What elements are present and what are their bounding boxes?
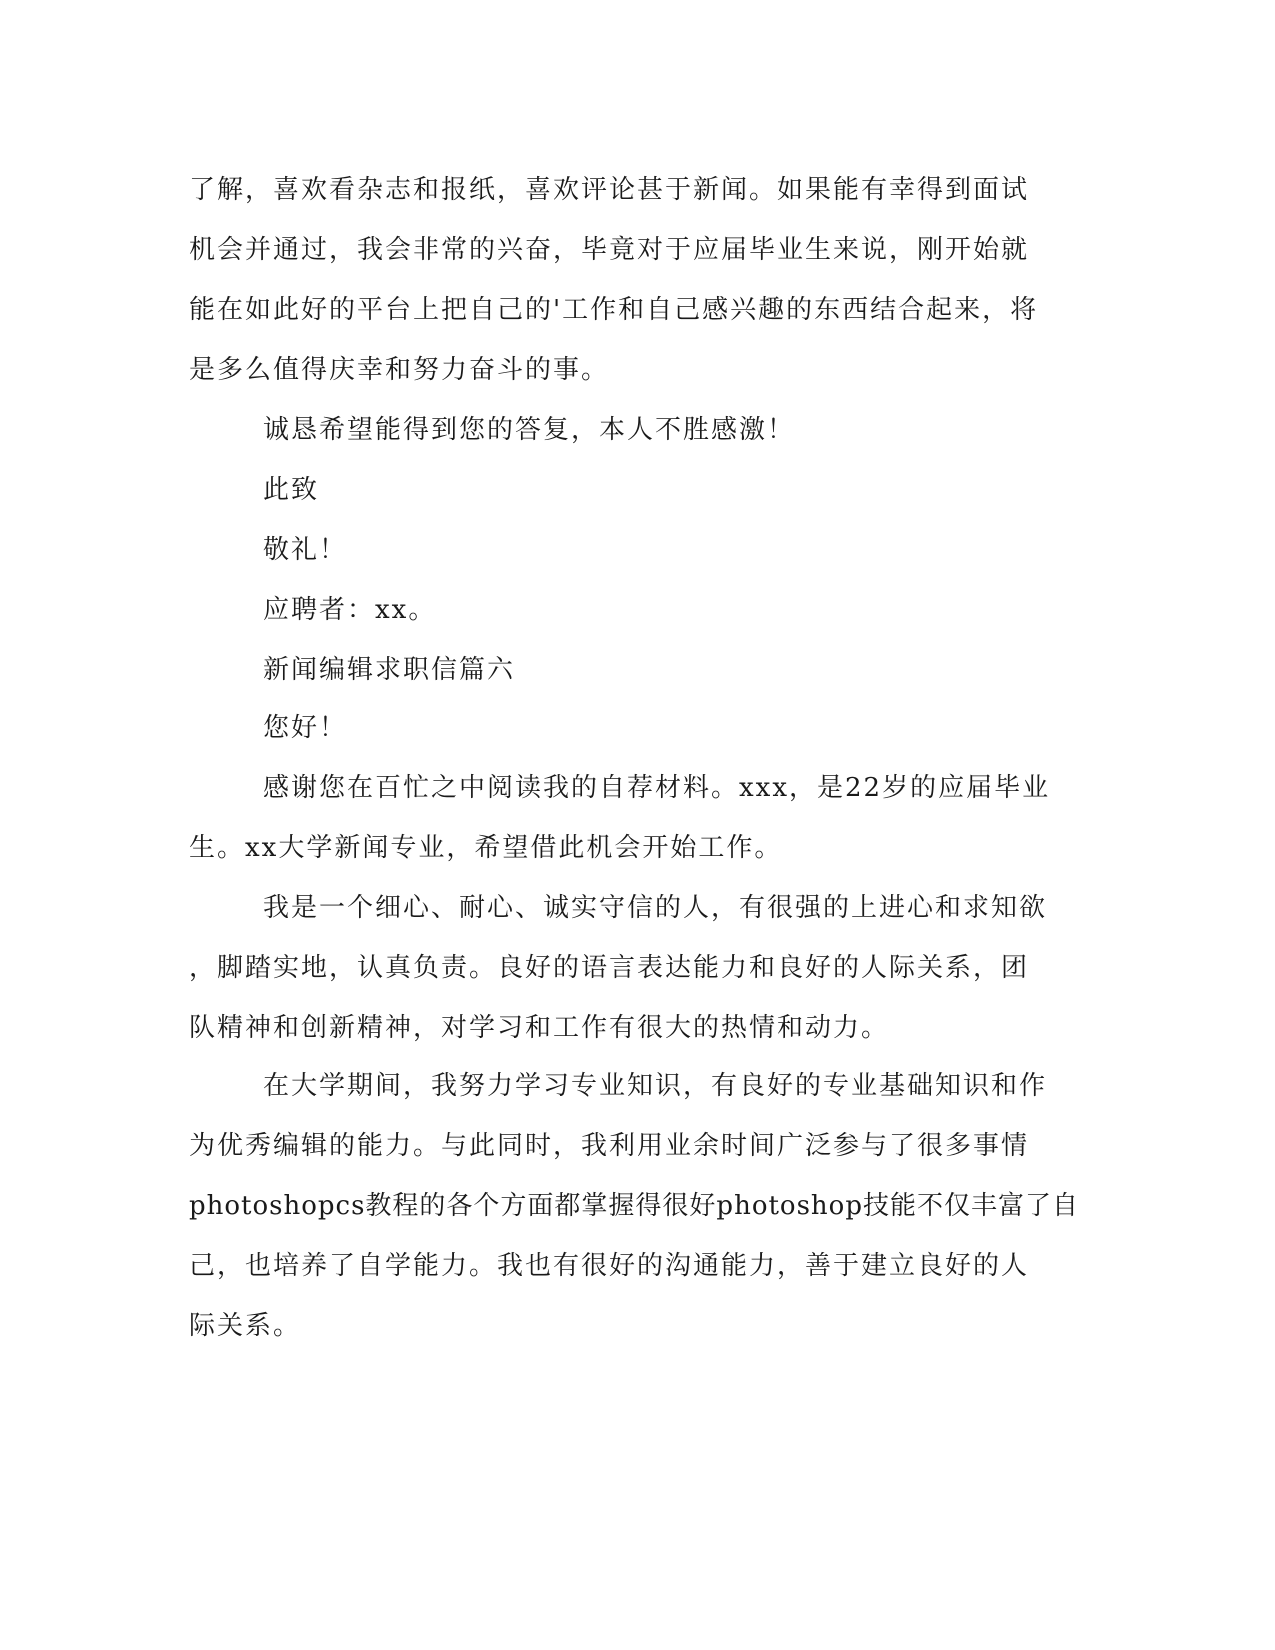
applicant-signature: 应聘者：xx。 (263, 595, 437, 625)
body-text-line: photoshopcs教程的各个方面都掌握得很好photoshop技能不仅丰富了自 (189, 1191, 1079, 1221)
body-text-line: 为优秀编辑的能力。与此同时，我利用业余时间广泛参与了很多事情 (189, 1131, 1030, 1161)
salutation-cizhi: 此致 (263, 475, 320, 505)
body-text-line: 我是一个细心、耐心、诚实守信的人，有很强的上进心和求知欲 (263, 893, 1048, 923)
body-text-line: 能在如此好的平台上把自己的'工作和自己感兴趣的东西结合起来，将 (189, 295, 1039, 325)
body-text-line: 生。xx大学新闻专业，希望借此机会开始工作。 (189, 833, 783, 863)
body-text-line: ，脚踏实地，认真负责。良好的语言表达能力和良好的人际关系，团 (189, 953, 1030, 983)
body-text-line: 了解，喜欢看杂志和报纸，喜欢评论甚于新闻。如果能有幸得到面试 (189, 175, 1030, 205)
body-text-line: 际关系。 (189, 1311, 302, 1341)
body-text-line: 在大学期间，我努力学习专业知识，有良好的专业基础知识和作 (263, 1071, 1048, 1101)
section-heading: 新闻编辑求职信篇六 (263, 655, 516, 685)
body-text-line: 是多么值得庆幸和努力奋斗的事。 (189, 355, 610, 385)
body-text-line: 己，也培养了自学能力。我也有很好的沟通能力，善于建立良好的人 (189, 1251, 1030, 1281)
body-text-line: 机会并通过，我会非常的兴奋，毕竟对于应届毕业生来说，刚开始就 (189, 235, 1030, 265)
salutation-jingli: 敬礼！ (263, 535, 348, 565)
closing-request: 诚恳希望能得到您的答复，本人不胜感激！ (263, 415, 796, 445)
body-text-line: 队精神和创新精神，对学习和工作有很大的热情和动力。 (189, 1013, 890, 1043)
greeting: 您好！ (263, 713, 348, 743)
body-text-line: 感谢您在百忙之中阅读我的自荐材料。xxx，是22岁的应届毕业 (263, 773, 1051, 803)
